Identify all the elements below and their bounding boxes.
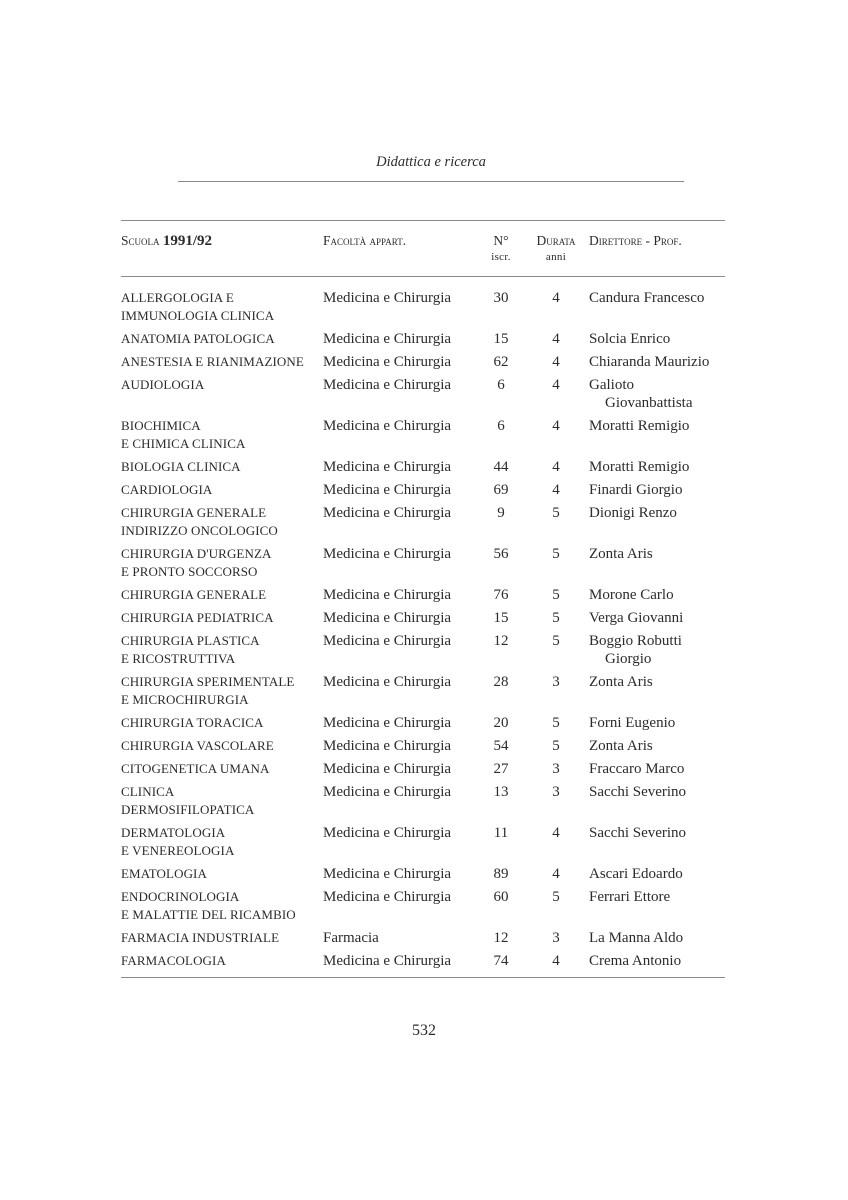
school-name-line: DERMOSIFILOPATICA: [121, 802, 255, 817]
school-name-line: CLINICA: [121, 784, 175, 799]
enrolled-cell: 27: [493, 761, 509, 777]
enrolled-cell: 9: [497, 505, 505, 521]
school-name-line: E RICOSTRUTTIVA: [121, 651, 236, 666]
school-name-line: DERMATOLOGIA: [121, 825, 226, 840]
enrolled-cell: 30: [493, 290, 509, 306]
enrolled-cell: 69: [493, 482, 509, 498]
school-name-line: CHIRURGIA GENERALE: [121, 505, 267, 520]
header-director: Direttore - Prof.: [589, 221, 725, 277]
table-row: [121, 630, 725, 671]
duration-cell: 5: [552, 587, 560, 603]
faculty-cell: Medicina e Chirurgia: [323, 825, 452, 841]
faculty-cell: Medicina e Chirurgia: [323, 866, 452, 882]
school-name-line: E PRONTO SOCCORSO: [121, 564, 258, 579]
table-row: [121, 950, 725, 978]
director-name-text: Candura Francesco: [589, 290, 705, 306]
table-row: [121, 479, 725, 502]
school-name: [121, 374, 323, 415]
duration-cell: 3: [552, 784, 560, 800]
director-cell: [589, 822, 725, 863]
faculty-cell: Medicina e Chirurgia: [323, 459, 452, 475]
director-name-text: Boggio Robutti Giorgio: [589, 633, 682, 667]
school-name-line: E MICROCHIRURGIA: [121, 692, 249, 707]
school-name: [121, 863, 323, 886]
school-name: [121, 927, 323, 950]
school-name: [121, 607, 323, 630]
director-name-text: Solcia Enrico: [589, 331, 671, 347]
director-name-text: Sacchi Severino: [589, 825, 687, 841]
table-row: [121, 502, 725, 543]
duration-cell: 5: [552, 715, 560, 731]
faculty-cell: Medicina e Chirurgia: [323, 331, 452, 347]
faculty-cell: Medicina e Chirurgia: [323, 354, 452, 370]
school-name-line: CHIRURGIA D'URGENZA: [121, 546, 272, 561]
school-name: [121, 415, 323, 456]
table-row: [121, 456, 725, 479]
school-name: [121, 584, 323, 607]
school-name: [121, 456, 323, 479]
director-cell: [589, 927, 725, 950]
table-row: [121, 927, 725, 950]
school-name-line: BIOLOGIA CLINICA: [121, 459, 241, 474]
director-cell: [589, 277, 725, 329]
faculty-cell: Medicina e Chirurgia: [323, 546, 452, 562]
school-name-line: INDIRIZZO ONCOLOGICO: [121, 523, 278, 538]
director-cell: [589, 712, 725, 735]
director-cell: [589, 502, 725, 543]
faculty-cell: Medicina e Chirurgia: [323, 715, 452, 731]
school-name: [121, 671, 323, 712]
enrolled-cell: 28: [493, 674, 509, 690]
duration-cell: 4: [552, 482, 560, 498]
table-row: [121, 277, 725, 329]
director-cell: [589, 735, 725, 758]
director-cell: [589, 479, 725, 502]
duration-cell: 4: [552, 331, 560, 347]
director-name-text: Ferrari Ettore: [589, 889, 671, 905]
enrolled-cell: 6: [497, 377, 505, 393]
school-name: [121, 277, 323, 329]
page-number: 532: [412, 1022, 436, 1039]
school-name-line: CHIRURGIA TORACICA: [121, 715, 264, 730]
duration-cell: 3: [552, 930, 560, 946]
school-name-line: CARDIOLOGIA: [121, 482, 213, 497]
header-enrolled-label: N°: [493, 233, 509, 248]
director-name-text: Zonta Aris: [589, 738, 653, 754]
director-cell: [589, 781, 725, 822]
director-name-text: Chiaranda Maurizio: [589, 354, 710, 370]
director-name-text: Zonta Aris: [589, 546, 653, 562]
schools-table: [121, 220, 725, 978]
director-name-text: Moratti Remigio: [589, 459, 690, 475]
table-row: [121, 584, 725, 607]
enrolled-cell: 12: [493, 633, 509, 649]
faculty-cell: Medicina e Chirurgia: [323, 761, 452, 777]
running-head: Didattica e ricerca: [376, 154, 486, 170]
duration-cell: 5: [552, 889, 560, 905]
director-name-text: Forni Eugenio: [589, 715, 676, 731]
faculty-cell: Medicina e Chirurgia: [323, 418, 452, 434]
school-name-line: CHIRURGIA SPERIMENTALE: [121, 674, 295, 689]
director-cell: [589, 607, 725, 630]
director-cell: [589, 950, 725, 978]
duration-cell: 3: [552, 674, 560, 690]
duration-cell: 5: [552, 505, 560, 521]
faculty-cell: Medicina e Chirurgia: [323, 290, 452, 306]
enrolled-cell: 60: [493, 889, 509, 905]
header-duration-label: Durata: [536, 233, 576, 248]
school-name: [121, 886, 323, 927]
faculty-cell: Medicina e Chirurgia: [323, 950, 479, 978]
table-row: [121, 758, 725, 781]
director-name-text: La Manna Aldo: [589, 930, 684, 946]
enrolled-cell: 11: [493, 825, 509, 841]
enrolled-cell: 13: [493, 784, 509, 800]
enrolled-cell: 54: [493, 738, 509, 754]
enrolled-cell: 56: [493, 546, 509, 562]
faculty-cell: Medicina e Chirurgia: [323, 889, 452, 905]
faculty-cell: Medicina e Chirurgia: [323, 505, 452, 521]
school-name-line: E MALATTIE DEL RICAMBIO: [121, 907, 296, 922]
school-name-line: CITOGENETICA UMANA: [121, 761, 270, 776]
director-name-text: Ascari Edoardo: [589, 866, 683, 882]
director-name-text: Morone Carlo: [589, 587, 674, 603]
school-name: [121, 758, 323, 781]
school-name: [121, 502, 323, 543]
school-name: [121, 822, 323, 863]
header-rule: [178, 181, 684, 182]
faculty-cell: Medicina e Chirurgia: [323, 587, 452, 603]
director-name-text: Dionigi Renzo: [589, 505, 677, 521]
school-name-line: EMATOLOGIA: [121, 866, 207, 881]
school-name: [121, 479, 323, 502]
table-row: [121, 351, 725, 374]
school-name: [121, 630, 323, 671]
header-faculty: Facoltà appart.: [323, 221, 479, 277]
enrolled-cell: 74: [479, 950, 523, 978]
table-header-row: [121, 221, 725, 277]
table-row: [121, 712, 725, 735]
table-row: [121, 543, 725, 584]
header-school: [121, 221, 323, 277]
header-duration: [523, 221, 589, 277]
duration-cell: 4: [523, 950, 589, 978]
school-name-line: ALLERGOLOGIA E: [121, 290, 234, 305]
director-cell: [589, 630, 725, 671]
school-name-line: CHIRURGIA PEDIATRICA: [121, 610, 274, 625]
duration-cell: 4: [552, 377, 560, 393]
school-name-line: CHIRURGIA VASCOLARE: [121, 738, 274, 753]
duration-cell: 4: [552, 354, 560, 370]
table-row: [121, 735, 725, 758]
header-school-year: 1991/92: [162, 233, 213, 249]
duration-cell: 4: [552, 866, 560, 882]
director-cell: [589, 543, 725, 584]
duration-cell: 5: [552, 738, 560, 754]
faculty-cell: Farmacia: [323, 930, 379, 946]
duration-cell: 5: [552, 546, 560, 562]
table-row: [121, 607, 725, 630]
enrolled-cell: 44: [493, 459, 509, 475]
school-name-line: E CHIMICA CLINICA: [121, 436, 246, 451]
table-body: [121, 277, 725, 978]
header-school-label: Scuola: [121, 233, 160, 248]
director-cell: [589, 863, 725, 886]
director-cell: [589, 374, 725, 415]
table-row: [121, 671, 725, 712]
director-name-text: Fraccaro Marco: [589, 761, 685, 777]
director-name-text: Verga Giovanni: [589, 610, 684, 626]
enrolled-cell: 20: [493, 715, 509, 731]
faculty-cell: Medicina e Chirurgia: [323, 784, 452, 800]
director-name-text: Crema Antonio: [589, 953, 682, 969]
school-name-line: E VENEREOLOGIA: [121, 843, 235, 858]
director-name-text: Zonta Aris: [589, 674, 653, 690]
table-row: [121, 374, 725, 415]
school-name: [121, 735, 323, 758]
faculty-cell: Medicina e Chirurgia: [323, 674, 452, 690]
enrolled-cell: 12: [493, 930, 509, 946]
director-name-text: Finardi Giorgio: [589, 482, 683, 498]
director-cell: [589, 886, 725, 927]
table-row: [121, 863, 725, 886]
enrolled-cell: 89: [493, 866, 509, 882]
duration-cell: 4: [552, 418, 560, 434]
school-name-line: AUDIOLOGIA: [121, 377, 205, 392]
school-name-line: FARMACIA INDUSTRIALE: [121, 930, 280, 945]
duration-cell: 5: [552, 633, 560, 649]
enrolled-cell: 15: [493, 331, 509, 347]
faculty-cell: Medicina e Chirurgia: [323, 377, 452, 393]
faculty-cell: Medicina e Chirurgia: [323, 738, 452, 754]
school-name: [121, 543, 323, 584]
duration-cell: 4: [552, 290, 560, 306]
header-enrolled-sub: iscr.: [491, 251, 511, 263]
school-name-line: IMMUNOLOGIA CLINICA: [121, 308, 275, 323]
school-name: [121, 950, 323, 978]
director-name-text: Sacchi Severino: [589, 784, 687, 800]
header-enrolled: [479, 221, 523, 277]
table-row: [121, 822, 725, 863]
director-name-text: Galioto Giovanbattista: [589, 377, 693, 411]
school-name-line: BIOCHIMICA: [121, 418, 201, 433]
director-cell: [589, 415, 725, 456]
table-row: [121, 886, 725, 927]
table-row: [121, 415, 725, 456]
director-name-text: Moratti Remigio: [589, 418, 690, 434]
duration-cell: 4: [552, 459, 560, 475]
faculty-cell: Medicina e Chirurgia: [323, 610, 452, 626]
director-cell: [589, 584, 725, 607]
faculty-cell: Medicina e Chirurgia: [323, 633, 452, 649]
header-duration-sub: anni: [545, 251, 567, 263]
director-cell: [589, 758, 725, 781]
enrolled-cell: 15: [493, 610, 509, 626]
table-row: [121, 781, 725, 822]
duration-cell: 3: [552, 761, 560, 777]
school-name: [121, 328, 323, 351]
table-row: [121, 328, 725, 351]
duration-cell: 4: [552, 825, 560, 841]
school-name-line: ANATOMIA PATOLOGICA: [121, 331, 275, 346]
faculty-cell: Medicina e Chirurgia: [323, 482, 452, 498]
enrolled-cell: 62: [493, 354, 509, 370]
director-cell: [589, 328, 725, 351]
director-cell: [589, 351, 725, 374]
school-name-line: CHIRURGIA GENERALE: [121, 587, 267, 602]
school-name: [121, 712, 323, 735]
enrolled-cell: 76: [493, 587, 509, 603]
school-name-line: ENDOCRINOLOGIA: [121, 889, 240, 904]
school-name: [121, 351, 323, 374]
school-name-line: ANESTESIA E RIANIMAZIONE: [121, 354, 304, 369]
enrolled-cell: 6: [497, 418, 505, 434]
director-cell: [589, 456, 725, 479]
duration-cell: 5: [552, 610, 560, 626]
director-cell: [589, 671, 725, 712]
school-name-line: FARMACOLOGIA: [121, 953, 226, 968]
school-name: [121, 781, 323, 822]
school-name-line: CHIRURGIA PLASTICA: [121, 633, 260, 648]
